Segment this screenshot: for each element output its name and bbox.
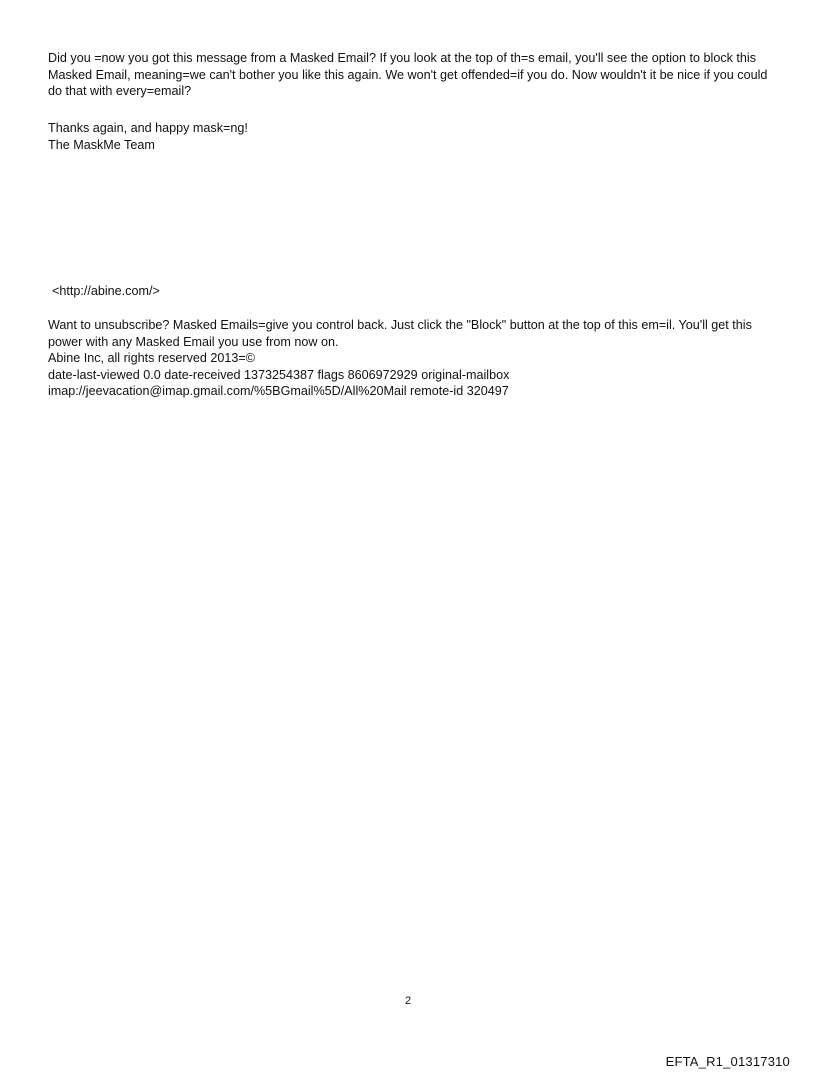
closing-block xyxy=(48,120,778,153)
abine-link-block xyxy=(52,283,782,300)
metadata-line-1: date-last-viewed 0.0 date-received 1373254387 flags 8606972929 original-mailbox xyxy=(48,367,510,382)
signature-line: The MaskMe Team xyxy=(48,137,155,152)
unsubscribe-text: Want to unsubscribe? Masked Emails=give you control back. Just click the "Block" button at the top of this em=il. You'll get this power with any Masked Email you use from now on. xyxy=(48,318,752,349)
copyright-line: Abine Inc, all rights reserved 2013=© xyxy=(48,351,256,365)
metadata-line-2: imap://jeevacation@imap.gmail.com/%5BGmail%5D/All%20Mail remote-id 320497 xyxy=(48,384,509,398)
bates-number: EFTA_R1_01317310 xyxy=(665,1054,790,1069)
intro-text: Did you =now you got this message from a Masked Email? If you look at the top of th=s email, you'll see the option to block this Masked Email, meaning=we can't bother you like this again. We won't get offended=if you do. Now wouldn't it be nice if you could do that with every=email? xyxy=(48,51,768,98)
page-number: 2 xyxy=(404,995,412,1007)
intro-paragraph xyxy=(48,50,778,100)
unsubscribe-block xyxy=(48,317,778,400)
closing-line-1: Thanks again, and happy mask=ng! xyxy=(48,121,248,135)
abine-link[interactable]: <http://abine.com/> xyxy=(52,284,160,298)
